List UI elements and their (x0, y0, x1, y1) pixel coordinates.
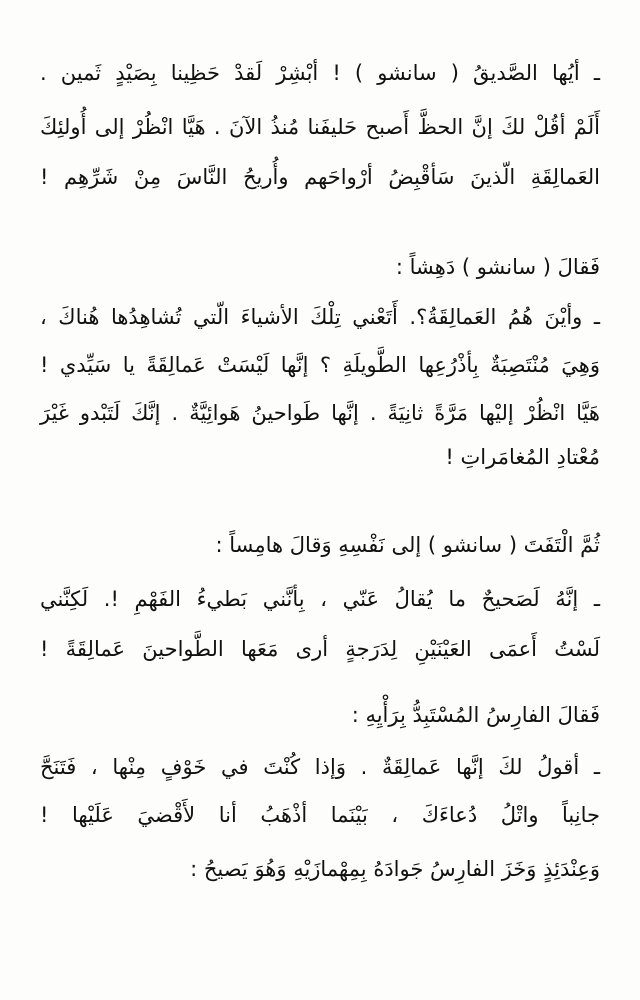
text-line: فَقالَ ( سانشو ) دَهِشاً : (395, 255, 600, 279)
text-line: وَعِنْدَئِذٍ وَخَزَ الفارِسُ جَوادَهُ بِمِهْمازَيْهِ وَهُوَ يَصيحُ : (190, 857, 600, 881)
text-line: ـ أيُها الصَّديقُ ( سانشو ) ! أبْشِرْ لَقدْ حَظِينا بِصَيْدٍ ثَمين . (40, 61, 600, 85)
text-line: ـ أقولُ لكَ إنَّها عَمالِقَةٌ . وَإذا كُنْتَ في خَوْفٍ مِنْها ، فَتَنَحَّ (40, 755, 600, 779)
text-line: مُعْتادِ المُغامَراتِ ! (445, 445, 600, 469)
text-line: هَيَّا انْظُرْ إليْها مَرَّةً ثانِيَةً . إنَّها طَواحينُ هَوائِيَّةٌ . إنَّكَ لَتَبْدو غَيْرَ (40, 401, 600, 425)
text-line: لَسْتُ أَعمَى العَيْنَيْنِ لِدَرَجةٍ أرى مَعَها الطَّواحينَ عَمالِقَةً ! (40, 637, 600, 661)
text-line: أَلَمْ أقُلْ لكَ إنَّ الحظَّ أَصبح حَليفَنا مُنذُ الآنَ . هَيَّا انْظُرْ إلى أُولئِكَ (40, 115, 600, 139)
text-line: فَقالَ الفارِسُ المُسْتَبِدُّ بِرَأْيِهِ : (351, 703, 600, 727)
text-line: ـ إنَّهُ لَصَحيحٌ ما يُقالُ عَنّي ، بِأنَّني بَطيءُ الفَهْمِ !. لَكِنَّني (40, 587, 600, 611)
text-line: ثُمَّ الْتَفَتَ ( سانشو ) إلى نَفْسِهِ وَقالَ هامِساً : (215, 533, 600, 557)
text-line: ـ وأيْنَ هُمُ العَمالِقَةُ؟. أَتَعْني تِلْكَ الأشياءَ الّتي تُشاهِدُها هُناكَ ، (40, 305, 600, 329)
text-line: وَهِيَ مُنْتَصِبَةٌ بِأذْرُعِها الطَّويلَةِ ؟ إنَّها لَيْسَتْ عَمالِقَةً يا سَيِّدي ! (40, 353, 600, 377)
text-line: العَمالِقَةِ الّذينَ سَأقْبِضُ أرْواحَهم وأُريحُ النَّاسَ مِنْ شَرِّهِم ! (40, 165, 600, 189)
text-line: جانِباً واتْلُ دُعاءَكَ ، بَيْنَما أذْهَبُ أنا لأَقْضيَ عَلَيْها ! (40, 803, 600, 827)
